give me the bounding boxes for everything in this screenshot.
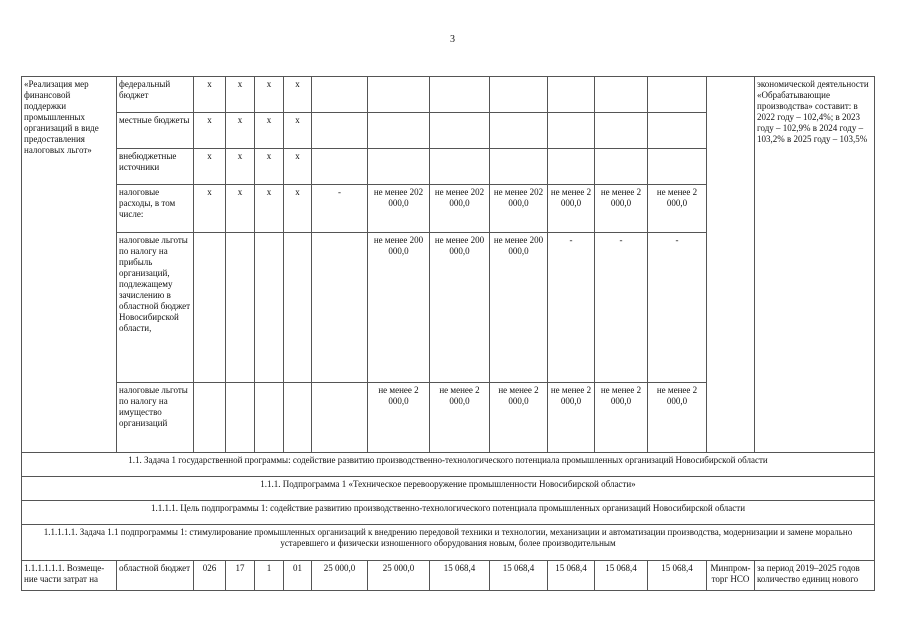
value-cell: 15 068,4 xyxy=(548,561,595,591)
value-cell: не менее 200 000,0 xyxy=(368,233,430,383)
value-cell xyxy=(648,149,707,185)
source-cell: областной бюджет xyxy=(117,561,194,591)
code-cell: 1 xyxy=(255,561,284,591)
value-cell: не менее 200 000,0 xyxy=(490,233,548,383)
executor-cell xyxy=(707,77,755,453)
code-cell: x xyxy=(194,185,226,233)
value-cell: не менее 2 000,0 xyxy=(595,383,648,453)
code-cell xyxy=(255,233,284,383)
code-cell: x xyxy=(194,77,226,113)
value-cell: не менее 2 000,0 xyxy=(548,383,595,453)
value-cell: 15 068,4 xyxy=(595,561,648,591)
value-cell xyxy=(430,149,490,185)
section-heading: 1.1.1.1. Цель подпрограммы 1: содействие развитию производственно-технологического потенциала промышленных организаций Новосибирской области xyxy=(22,501,875,525)
value-cell: не менее 2 000,0 xyxy=(648,185,707,233)
outcome-cell: за период 2019–2025 годов количество единиц нового xyxy=(755,561,875,591)
table-row xyxy=(22,561,875,591)
value-cell xyxy=(368,149,430,185)
value-cell: не менее 202 000,0 xyxy=(490,185,548,233)
value-cell xyxy=(312,113,368,149)
value-cell xyxy=(595,149,648,185)
source-cell: налоговые льготы по налогу на имущество организаций xyxy=(117,383,194,453)
value-cell: не менее 202 000,0 xyxy=(368,185,430,233)
code-cell: 17 xyxy=(226,561,255,591)
code-cell xyxy=(226,233,255,383)
code-cell xyxy=(226,383,255,453)
table-row xyxy=(22,525,875,561)
value-cell xyxy=(490,149,548,185)
measure-title: 1.1.1.1.1.1. Возмеще-ние части затрат на xyxy=(22,561,117,591)
value-cell xyxy=(312,233,368,383)
value-cell: - xyxy=(595,233,648,383)
code-cell: x xyxy=(226,113,255,149)
value-cell xyxy=(430,113,490,149)
code-cell xyxy=(284,233,312,383)
value-cell: не менее 2 000,0 xyxy=(490,383,548,453)
code-cell xyxy=(284,383,312,453)
table-row xyxy=(22,501,875,525)
value-cell: - xyxy=(648,233,707,383)
value-cell: - xyxy=(312,185,368,233)
value-cell xyxy=(490,77,548,113)
value-cell xyxy=(548,113,595,149)
source-cell: федеральный бюджет xyxy=(117,77,194,113)
value-cell xyxy=(595,113,648,149)
value-cell xyxy=(490,113,548,149)
source-cell: налоговые расходы, в том числе: xyxy=(117,185,194,233)
code-cell xyxy=(255,383,284,453)
code-cell xyxy=(194,383,226,453)
value-cell xyxy=(595,77,648,113)
value-cell xyxy=(548,149,595,185)
code-cell: 01 xyxy=(284,561,312,591)
value-cell: не менее 200 000,0 xyxy=(430,233,490,383)
program-table xyxy=(21,76,875,591)
value-cell: 25 000,0 xyxy=(368,561,430,591)
value-cell xyxy=(648,113,707,149)
code-cell: x xyxy=(284,113,312,149)
table-row xyxy=(22,77,875,113)
value-cell: 15 068,4 xyxy=(430,561,490,591)
code-cell: 026 xyxy=(194,561,226,591)
code-cell: x xyxy=(284,185,312,233)
value-cell xyxy=(368,113,430,149)
code-cell xyxy=(194,233,226,383)
value-cell xyxy=(648,77,707,113)
code-cell: x xyxy=(226,77,255,113)
value-cell: не менее 2 000,0 xyxy=(595,185,648,233)
value-cell xyxy=(548,77,595,113)
source-cell: налоговые льготы по налогу на прибыль организаций, подлежащему зачислению в областной бюджет Новосибирской области, xyxy=(117,233,194,383)
code-cell: x xyxy=(226,185,255,233)
value-cell: не менее 2 000,0 xyxy=(368,383,430,453)
table-row xyxy=(22,477,875,501)
section-heading: 1.1.1. Подпрограмма 1 «Техническое перевооружение промышленности Новосибирской области» xyxy=(22,477,875,501)
code-cell: x xyxy=(194,149,226,185)
source-cell: местные бюджеты xyxy=(117,113,194,149)
measure-title: «Реализация мер финансовой поддержки промышленных организаций в виде предоставления налоговых льгот» xyxy=(22,77,117,453)
code-cell: x xyxy=(194,113,226,149)
value-cell: не менее 202 000,0 xyxy=(430,185,490,233)
code-cell: x xyxy=(255,77,284,113)
value-cell xyxy=(430,77,490,113)
page-number: 3 xyxy=(450,34,455,45)
code-cell: x xyxy=(255,149,284,185)
value-cell: 15 068,4 xyxy=(490,561,548,591)
section-heading: 1.1. Задача 1 государственной программы: содействие развитию производственно-технологического потенциала промышленных организаций Новосибирской области xyxy=(22,453,875,477)
value-cell xyxy=(312,77,368,113)
code-cell: x xyxy=(284,77,312,113)
section-heading: 1.1.1.1.1. Задача 1.1 подпрограммы 1: стимулирование промышленных организаций к внедрению передовой техники и технологии, механизации и автоматизации производства, модернизации и замене морально устаревшего и физически изношенного оборудования новым, более производительным xyxy=(22,525,875,561)
value-cell xyxy=(312,383,368,453)
table-row xyxy=(22,453,875,477)
value-cell: 15 068,4 xyxy=(648,561,707,591)
executor-cell: Минпром-торг НСО xyxy=(707,561,755,591)
code-cell: x xyxy=(255,113,284,149)
code-cell: x xyxy=(284,149,312,185)
value-cell: - xyxy=(548,233,595,383)
code-cell: x xyxy=(255,185,284,233)
value-cell xyxy=(368,77,430,113)
value-cell: не менее 2 000,0 xyxy=(648,383,707,453)
value-cell: не менее 2 000,0 xyxy=(548,185,595,233)
source-cell: внебюджетные источники xyxy=(117,149,194,185)
value-cell: 25 000,0 xyxy=(312,561,368,591)
value-cell: не менее 2 000,0 xyxy=(430,383,490,453)
value-cell xyxy=(312,149,368,185)
code-cell: x xyxy=(226,149,255,185)
outcome-cell: экономической деятельности «Обрабатывающие производства» составит: в 2022 году – 102,4%; в 2023 году – 102,9% в 2024 году – 103,2% в 2025 году – 103,5% xyxy=(755,77,875,453)
